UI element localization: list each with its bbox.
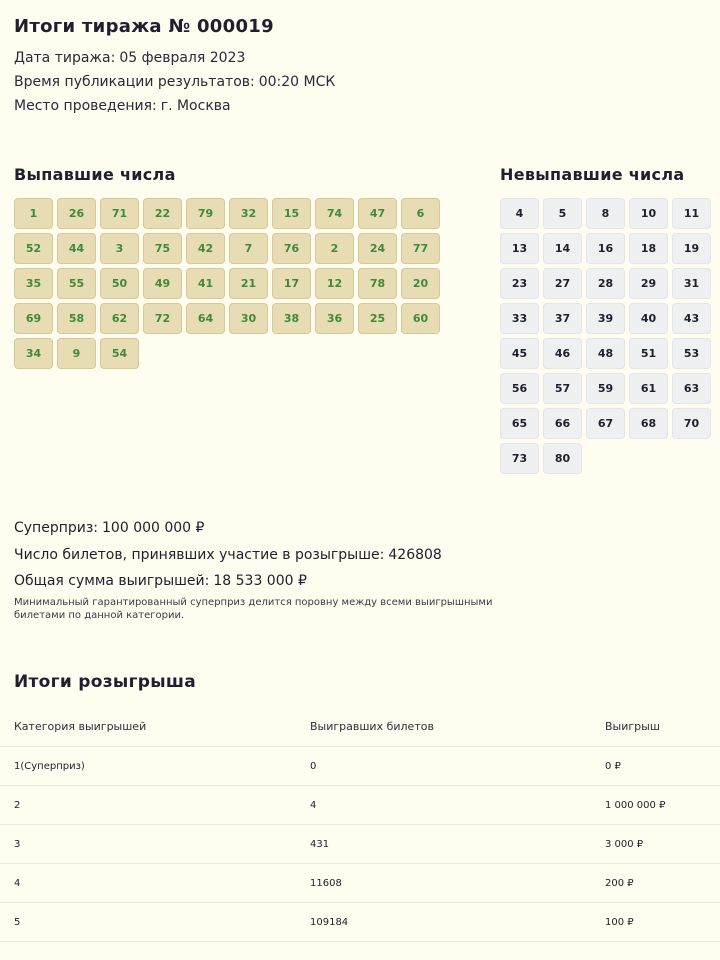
drawn-number: 55 [57, 268, 96, 299]
drawn-number: 21 [229, 268, 268, 299]
winners-cell: 4 [310, 799, 317, 811]
undrawn-number: 33 [500, 303, 539, 334]
drawn-number: 6 [401, 198, 440, 229]
draw-date-line [14, 50, 245, 66]
drawn-number: 78 [358, 268, 397, 299]
undrawn-number: 80 [543, 443, 582, 474]
draw-date-value: 05 февраля 2023 [119, 50, 246, 66]
total-winnings-line [14, 573, 307, 589]
header-winning-tickets: Выигравших билетов [310, 719, 434, 733]
undrawn-number: 29 [629, 268, 668, 299]
drawn-number: 26 [57, 198, 96, 229]
tickets-value: 426808 [388, 547, 442, 563]
undrawn-number: 43 [672, 303, 711, 334]
winners-cell: 11608 [310, 877, 342, 889]
tickets-line [14, 547, 442, 563]
drawn-number: 64 [186, 303, 225, 334]
prize-cell: 0 ₽ [605, 760, 621, 772]
drawn-number: 71 [100, 198, 139, 229]
category-cell: 1(Суперприз) [14, 760, 85, 772]
drawn-numbers-title: Выпавшие числа [14, 165, 176, 184]
drawn-number: 60 [401, 303, 440, 334]
drawn-number: 49 [143, 268, 182, 299]
publish-time-label: Время публикации результатов: [14, 74, 255, 90]
undrawn-number: 13 [500, 233, 539, 264]
drawn-number: 41 [186, 268, 225, 299]
drawn-number: 25 [358, 303, 397, 334]
undrawn-number: 4 [500, 198, 539, 229]
undrawn-number: 23 [500, 268, 539, 299]
undrawn-number: 61 [629, 373, 668, 404]
category-cell: 2 [14, 799, 21, 811]
drawn-number: 15 [272, 198, 311, 229]
undrawn-number: 56 [500, 373, 539, 404]
draw-date-label: Дата тиража: [14, 50, 116, 66]
category-cell: 5 [14, 916, 21, 928]
undrawn-number: 68 [629, 408, 668, 439]
undrawn-number: 63 [672, 373, 711, 404]
drawn-number: 58 [57, 303, 96, 334]
table-row [0, 903, 720, 942]
drawn-numbers-grid [14, 198, 440, 369]
table-row [0, 864, 720, 903]
place-value: г. Москва [160, 98, 231, 114]
drawn-number: 54 [100, 338, 139, 369]
winners-cell: 109184 [310, 916, 349, 928]
publish-time-line [14, 74, 335, 90]
drawn-number: 20 [401, 268, 440, 299]
drawn-number: 22 [143, 198, 182, 229]
undrawn-number: 65 [500, 408, 539, 439]
place-line [14, 98, 231, 114]
undrawn-number: 11 [672, 198, 711, 229]
undrawn-number: 10 [629, 198, 668, 229]
undrawn-number: 37 [543, 303, 582, 334]
drawn-number: 42 [186, 233, 225, 264]
undrawn-numbers-title: Невыпавшие числа [500, 165, 685, 184]
prize-cell: 100 ₽ [605, 916, 634, 928]
drawn-number: 38 [272, 303, 311, 334]
winners-cell: 431 [310, 838, 330, 850]
publish-time-value: 00:20 МСК [258, 74, 336, 90]
category-cell: 4 [14, 877, 21, 889]
undrawn-number: 8 [586, 198, 625, 229]
superprize-note: Минимальный гарантированный суперприз делится поровну между всеми выигрышными билетами по данной категории. [14, 597, 493, 621]
table-row [0, 747, 720, 786]
undrawn-number: 18 [629, 233, 668, 264]
prize-cell: 3 000 ₽ [605, 838, 644, 850]
undrawn-number: 19 [672, 233, 711, 264]
drawn-number: 50 [100, 268, 139, 299]
drawn-number: 35 [14, 268, 53, 299]
drawn-number: 77 [401, 233, 440, 264]
drawn-number: 3 [100, 233, 139, 264]
drawn-number: 1 [14, 198, 53, 229]
total-winnings-value: 18 533 000 ₽ [213, 573, 307, 589]
tickets-label: Число билетов, принявших участие в розыгрыше: [14, 547, 385, 563]
drawn-number: 36 [315, 303, 354, 334]
drawn-number: 12 [315, 268, 354, 299]
undrawn-number: 48 [586, 338, 625, 369]
undrawn-number: 73 [500, 443, 539, 474]
undrawn-number: 53 [672, 338, 711, 369]
drawn-number: 52 [14, 233, 53, 264]
undrawn-number: 59 [586, 373, 625, 404]
drawn-number: 47 [358, 198, 397, 229]
table-row [0, 786, 720, 825]
drawn-number: 69 [14, 303, 53, 334]
undrawn-number: 28 [586, 268, 625, 299]
undrawn-number: 31 [672, 268, 711, 299]
undrawn-number: 67 [586, 408, 625, 439]
prize-cell: 1 000 000 ₽ [605, 799, 666, 811]
header-prize: Выигрыш [605, 719, 660, 733]
category-cell: 3 [14, 838, 21, 850]
drawn-number: 17 [272, 268, 311, 299]
total-winnings-label: Общая сумма выигрышей: [14, 573, 210, 589]
undrawn-number: 5 [543, 198, 582, 229]
undrawn-number: 39 [586, 303, 625, 334]
drawn-number: 76 [272, 233, 311, 264]
drawn-number: 44 [57, 233, 96, 264]
draw-title: Итоги тиража № 000019 [14, 16, 274, 37]
drawn-number: 74 [315, 198, 354, 229]
undrawn-number: 40 [629, 303, 668, 334]
drawn-number: 9 [57, 338, 96, 369]
table-header-row [0, 706, 720, 747]
undrawn-number: 66 [543, 408, 582, 439]
drawn-number: 75 [143, 233, 182, 264]
superprize-line [14, 520, 204, 536]
results-table [0, 706, 720, 942]
undrawn-number: 14 [543, 233, 582, 264]
drawn-number: 62 [100, 303, 139, 334]
undrawn-number: 70 [672, 408, 711, 439]
drawn-number: 79 [186, 198, 225, 229]
undrawn-number: 51 [629, 338, 668, 369]
prize-cell: 200 ₽ [605, 877, 634, 889]
results-title: Итоги розыгрыша [14, 672, 197, 692]
drawn-number: 32 [229, 198, 268, 229]
drawn-number: 34 [14, 338, 53, 369]
superprize-value: 100 000 000 ₽ [102, 520, 205, 536]
undrawn-number: 57 [543, 373, 582, 404]
place-label: Место проведения: [14, 98, 157, 114]
superprize-label: Суперприз: [14, 520, 99, 536]
drawn-number: 72 [143, 303, 182, 334]
drawn-number: 7 [229, 233, 268, 264]
undrawn-number: 45 [500, 338, 539, 369]
header-category: Категория выигрышей [14, 719, 147, 733]
undrawn-numbers-grid [500, 198, 711, 474]
winners-cell: 0 [310, 760, 317, 772]
drawn-number: 2 [315, 233, 354, 264]
drawn-number: 30 [229, 303, 268, 334]
undrawn-number: 16 [586, 233, 625, 264]
undrawn-number: 27 [543, 268, 582, 299]
undrawn-number: 46 [543, 338, 582, 369]
drawn-number: 24 [358, 233, 397, 264]
table-row [0, 825, 720, 864]
